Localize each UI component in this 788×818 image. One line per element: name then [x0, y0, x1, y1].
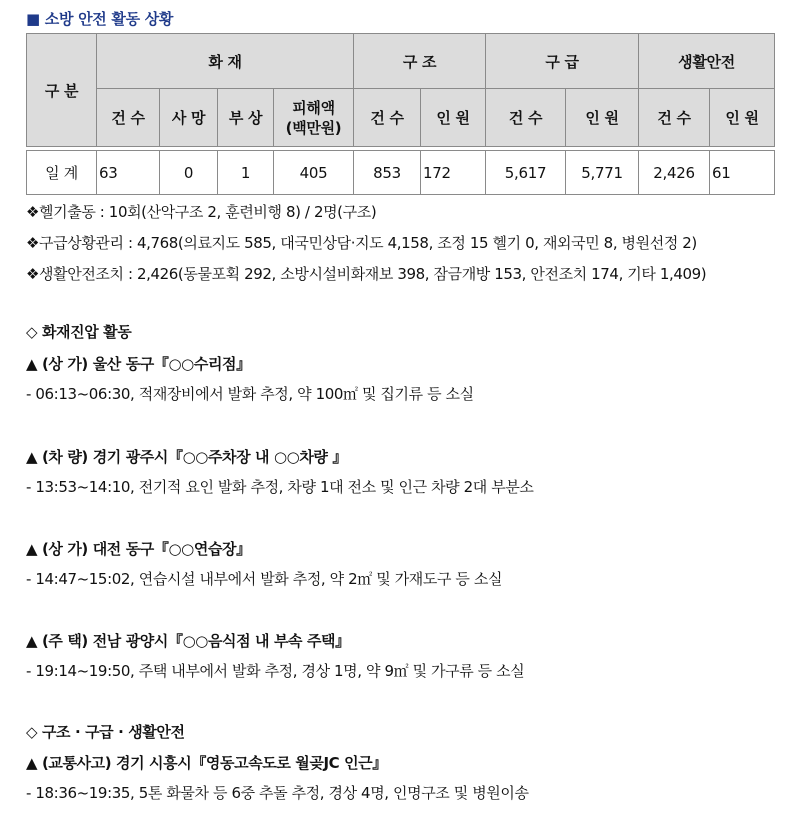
fire-item-3-head: ▲ (상 가) 대전 동구『○○연습장』: [26, 540, 251, 558]
fire-item-2-desc: - 13:53~14:10, 전기적 요인 발화 추정, 차량 1대 전소 및 인근 차량 2대 부분소: [26, 478, 534, 496]
note-helicopter: ❖헬기출동 : 10회(산악구조 2, 훈련비행 8) / 2명(구조): [26, 203, 377, 221]
page-title: [26, 8, 173, 29]
fire-item-1-head: ▲ (상 가) 울산 동구『○○수리점』: [26, 355, 251, 373]
ems-count-cell: 5,617: [486, 151, 566, 195]
rescue-people-header: 인 원: [421, 89, 486, 147]
table-row: [27, 151, 775, 195]
rescue-people-cell: 172: [421, 151, 486, 195]
fire-damage-header-line1: 피해액: [292, 98, 335, 117]
fire-group-header: 화 재: [97, 34, 354, 89]
fire-item-4-head: ▲ (주 택) 전남 광양시『○○음식점 내 부속 주택』: [26, 632, 350, 650]
ems-group-header: 구 급: [486, 34, 639, 89]
row-label: 일 계: [27, 151, 97, 195]
fire-injuries-cell: 1: [218, 151, 274, 195]
fire-item-3-desc: - 14:47~15:02, 연습시설 내부에서 발화 추정, 약 2㎡ 및 가재도구 등 소실: [26, 570, 503, 588]
note-ems-management: ❖구급상황관리 : 4,768(의료지도 585, 대국민상담·지도 4,158, 조정 15 헬기 0, 재외국민 8, 병원선정 2): [26, 234, 697, 252]
fire-injuries-header: 부 상: [218, 89, 274, 147]
rescue-group-header: 구 조: [354, 34, 486, 89]
fire-item-4-desc: - 19:14~19:50, 주택 내부에서 발화 추정, 경상 1명, 약 9㎡ 및 가구류 등 소실: [26, 662, 525, 680]
safety-people-cell: 61: [710, 151, 775, 195]
fire-section-heading: ◇ 화재진압 활동: [26, 323, 132, 341]
rescue-item-1-head: ▲ (교통사고) 경기 시흥시『영동고속도로 월곶JC 인근』: [26, 754, 387, 772]
summary-notes: [26, 200, 706, 293]
safety-count-header: 건 수: [639, 89, 710, 147]
title-text: ■ 소방 안전 활동 상황: [26, 10, 174, 28]
rescue-count-header: 건 수: [354, 89, 421, 147]
fire-damage-cell: 405: [274, 151, 354, 195]
fire-deaths-cell: 0: [160, 151, 218, 195]
fire-damage-header: [274, 89, 354, 147]
fire-damage-header-line2: (백만원): [285, 118, 342, 137]
safety-people-header: 인 원: [710, 89, 775, 147]
fire-item-1-desc: - 06:13~06:30, 적재장비에서 발화 추정, 약 100㎡ 및 집기류 등 소실: [26, 385, 474, 403]
ems-count-header: 건 수: [486, 89, 566, 147]
fire-count-cell: 63: [97, 151, 160, 195]
ems-people-cell: 5,771: [566, 151, 639, 195]
safety-count-cell: 2,426: [639, 151, 710, 195]
activity-stats-table: [26, 33, 775, 195]
rescue-section-heading: ◇ 구조 · 구급 · 생활안전: [26, 723, 185, 741]
safety-group-header: 생활안전: [639, 34, 775, 89]
rescue-count-cell: 853: [354, 151, 421, 195]
fire-deaths-header: 사 망: [160, 89, 218, 147]
ems-people-header: 인 원: [566, 89, 639, 147]
rescue-item-1-desc: - 18:36~19:35, 5톤 화물차 등 6중 추돌 추정, 경상 4명, 인명구조 및 병원이송: [26, 784, 529, 802]
category-header: 구 분: [27, 34, 97, 147]
fire-count-header: 건 수: [97, 89, 160, 147]
note-safety-actions: ❖생활안전조치 : 2,426(동물포획 292, 소방시설비화재보 398, 잠금개방 153, 안전조치 174, 기타 1,409): [26, 265, 707, 283]
fire-item-2-head: ▲ (차 량) 경기 광주시『○○주차장 내 ○○차량 』: [26, 448, 347, 466]
